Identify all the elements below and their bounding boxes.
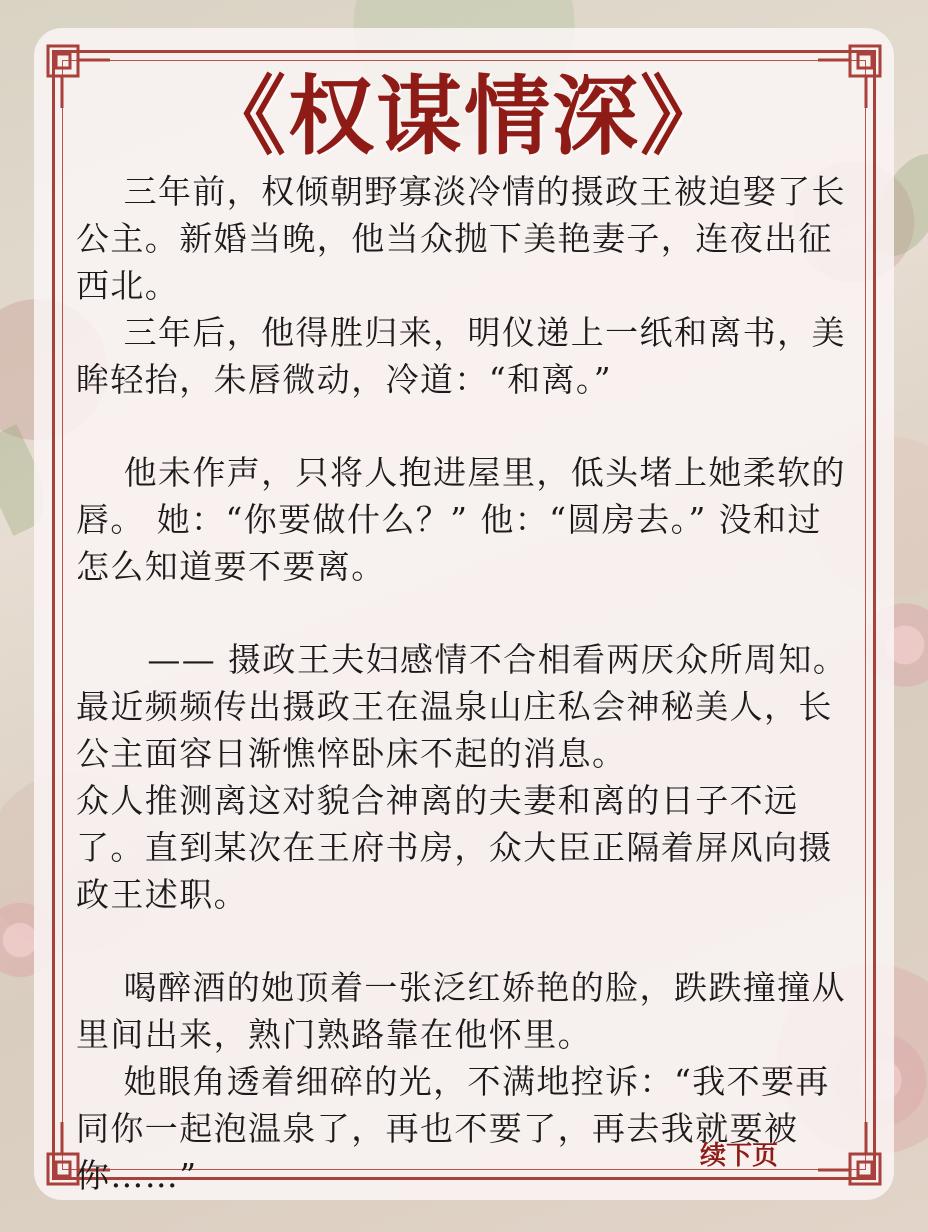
story-paragraph: 喝醉酒的她顶着一张泛红娇艳的脸，跌跌撞撞从里间出来，熟门熟路靠在他怀里。 xyxy=(76,968,846,1054)
paragraph-spacer xyxy=(76,918,852,964)
story-paragraph: —— 摄政王夫妇感情不合相看两厌众所周知。最近频频传出摄政王在温泉山庄私会神秘美人，长公主面容日渐憔悴卧床不起的消息。 xyxy=(76,640,848,773)
continue-next-page-label: 续下页 xyxy=(699,1141,778,1171)
story-paragraph: 三年后，他得胜归来，明仪递上一纸和离书，美眸轻抬，朱唇微动，冷道：“和离。” xyxy=(76,313,846,399)
paragraph-spacer xyxy=(76,403,852,449)
story-paragraph: 他未作声，只将人抱进屋里，低头堵上她柔软的唇。 她：“你要做什么？” 他：“圆房去。” 没和过怎么知道要不要离。 xyxy=(76,453,846,586)
page-title: 《权谋情深》 xyxy=(200,67,728,167)
story-paragraph: 三年前，权倾朝野寡淡冷情的摄政王被迫娶了长公主。新婚当晚，他当众抛下美艳妻子，连夜出征西北。 xyxy=(76,172,846,305)
story-paragraph: 众人推测离这对貌合神离的夫妻和离的日子不远了。直到某次在王府书房，众大臣正隔着屏风向摄政王述职。 xyxy=(76,781,833,914)
story-body xyxy=(76,168,852,1199)
paragraph-spacer xyxy=(76,590,852,636)
story-paragraph: 她眼角透着细碎的光，不满地控诉：“我不要再同你一起泡温泉了，再也不要了，再去我就要被你……” xyxy=(76,1062,830,1195)
